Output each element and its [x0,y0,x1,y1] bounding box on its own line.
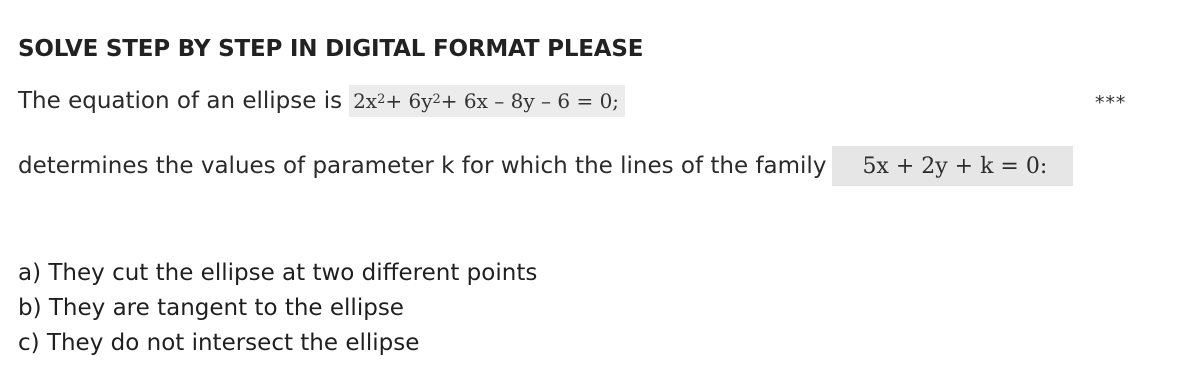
line-family-text: determines the values of parameter k for which the lines of the family [18,153,827,179]
asterisk-marker: *** [1094,92,1126,114]
ellipse-statement-text: The equation of an ellipse is [18,88,343,114]
ellipse-term-y2: + 6y [385,89,433,113]
ellipse-term-rest: + 6x – 8y – 6 = 0; [440,89,620,113]
option-b: b) They are tangent to the ellipse [18,295,404,321]
ellipse-equation [349,85,625,117]
answer-options [18,256,537,361]
ellipse-statement [18,84,625,118]
line-family-equation: 5x + 2y + k = 0: [832,146,1073,186]
line-family-statement [18,146,1073,186]
option-c: c) They do not intersect the ellipse [18,330,420,356]
question-heading: SOLVE STEP BY STEP IN DIGITAL FORMAT PLEASE [18,36,644,62]
ellipse-exp-y: 2 [432,91,441,107]
ellipse-term-x2: 2x [353,89,378,113]
ellipse-exp-x: 2 [377,91,386,107]
option-a: a) They cut the ellipse at two different points [18,260,538,286]
